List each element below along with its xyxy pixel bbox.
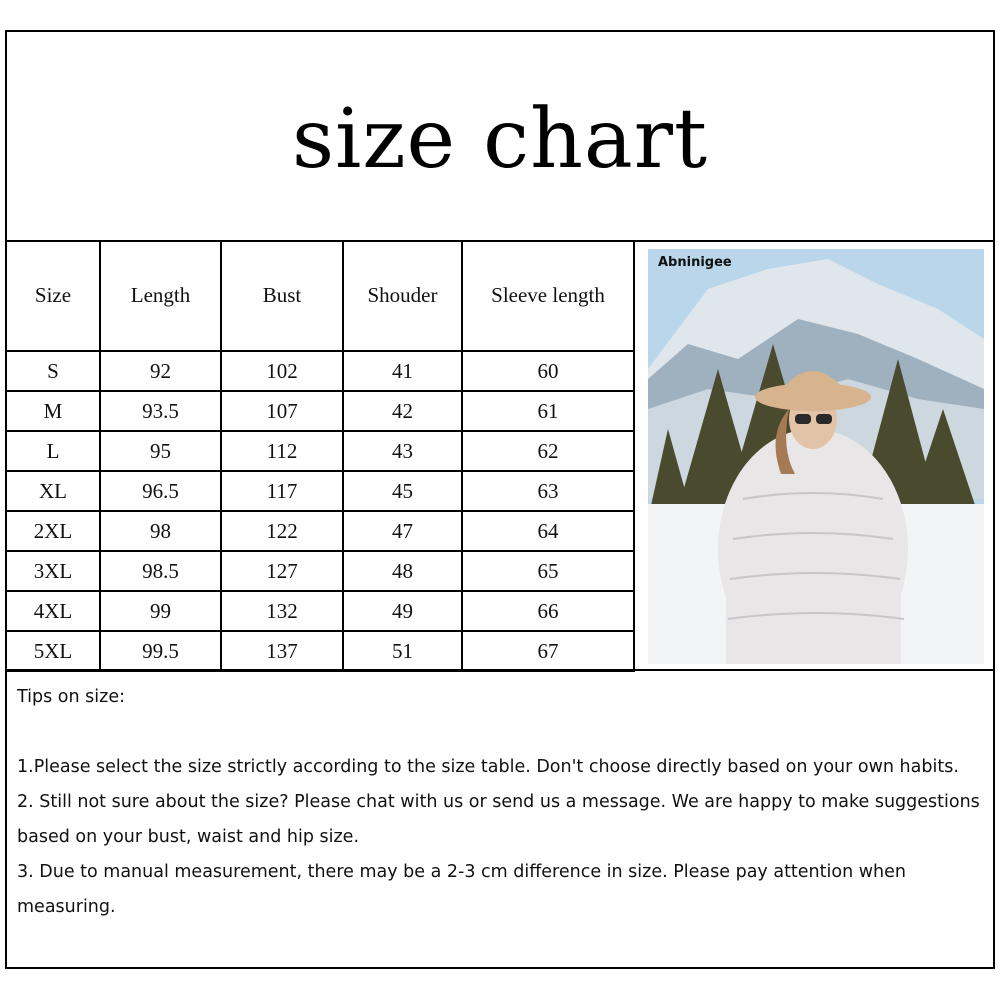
table-cell: L bbox=[7, 431, 100, 471]
table-cell: 4XL bbox=[7, 591, 100, 631]
table-cell: 3XL bbox=[7, 551, 100, 591]
tips-heading: Tips on size: bbox=[17, 687, 125, 707]
table-row bbox=[7, 551, 634, 591]
size-table bbox=[7, 240, 635, 672]
table-row bbox=[7, 431, 634, 471]
model-illustration bbox=[648, 249, 984, 664]
table-cell: 2XL bbox=[7, 511, 100, 551]
table-row bbox=[7, 631, 634, 671]
table-cell: 65 bbox=[462, 551, 634, 591]
tip-item: 3. Due to manual measurement, there may be a 2-3 cm difference in size. Please pay attention when measuring. bbox=[17, 862, 906, 917]
table-cell: 137 bbox=[221, 631, 343, 671]
column-header: Bust bbox=[221, 240, 343, 351]
product-photo bbox=[648, 249, 984, 664]
table-cell: 107 bbox=[221, 391, 343, 431]
column-header: Sleeve length bbox=[462, 240, 634, 351]
table-cell: 43 bbox=[343, 431, 462, 471]
size-chart-frame bbox=[5, 30, 995, 969]
table-cell: 5XL bbox=[7, 631, 100, 671]
table-cell: 102 bbox=[221, 351, 343, 391]
table-header-row bbox=[7, 240, 634, 351]
title-box bbox=[7, 32, 993, 242]
sunglasses bbox=[795, 414, 811, 424]
table-cell: M bbox=[7, 391, 100, 431]
table-row bbox=[7, 511, 634, 551]
table-cell: 61 bbox=[462, 391, 634, 431]
table-cell: 99 bbox=[100, 591, 221, 631]
table-cell: 51 bbox=[343, 631, 462, 671]
table-cell: 41 bbox=[343, 351, 462, 391]
table-cell: 47 bbox=[343, 511, 462, 551]
table-row bbox=[7, 471, 634, 511]
table-cell: 45 bbox=[343, 471, 462, 511]
tip-item: 2. Still not sure about the size? Please chat with us or send us a message. We are happy to make suggestions based on your bust, waist and hip size. bbox=[17, 792, 980, 847]
column-header: Size bbox=[7, 240, 100, 351]
table-cell: 64 bbox=[462, 511, 634, 551]
table-cell: 92 bbox=[100, 351, 221, 391]
table-cell: 63 bbox=[462, 471, 634, 511]
tip-item: 1.Please select the size strictly according to the size table. Don't choose directly based on your own habits. bbox=[17, 757, 959, 777]
table-cell: S bbox=[7, 351, 100, 391]
table-cell: 132 bbox=[221, 591, 343, 631]
table-cell: 99.5 bbox=[100, 631, 221, 671]
table-cell: 112 bbox=[221, 431, 343, 471]
table-cell: XL bbox=[7, 471, 100, 511]
table-cell: 122 bbox=[221, 511, 343, 551]
table-cell: 62 bbox=[462, 431, 634, 471]
table-cell: 98 bbox=[100, 511, 221, 551]
table-cell: 127 bbox=[221, 551, 343, 591]
column-header: Length bbox=[100, 240, 221, 351]
size-tips bbox=[7, 669, 993, 967]
table-cell: 42 bbox=[343, 391, 462, 431]
column-header: Shouder bbox=[343, 240, 462, 351]
table-cell: 117 bbox=[221, 471, 343, 511]
table-cell: 95 bbox=[100, 431, 221, 471]
table-cell: 98.5 bbox=[100, 551, 221, 591]
table-cell: 60 bbox=[462, 351, 634, 391]
table-cell: 66 bbox=[462, 591, 634, 631]
brand-watermark: Abninigee bbox=[658, 255, 732, 270]
table-cell: 49 bbox=[343, 591, 462, 631]
table-cell: 96.5 bbox=[100, 471, 221, 511]
table-cell: 48 bbox=[343, 551, 462, 591]
table-cell: 93.5 bbox=[100, 391, 221, 431]
table-row bbox=[7, 591, 634, 631]
table-row bbox=[7, 391, 634, 431]
page-title: size chart bbox=[292, 91, 708, 187]
table-row bbox=[7, 351, 634, 391]
table-cell: 67 bbox=[462, 631, 634, 671]
